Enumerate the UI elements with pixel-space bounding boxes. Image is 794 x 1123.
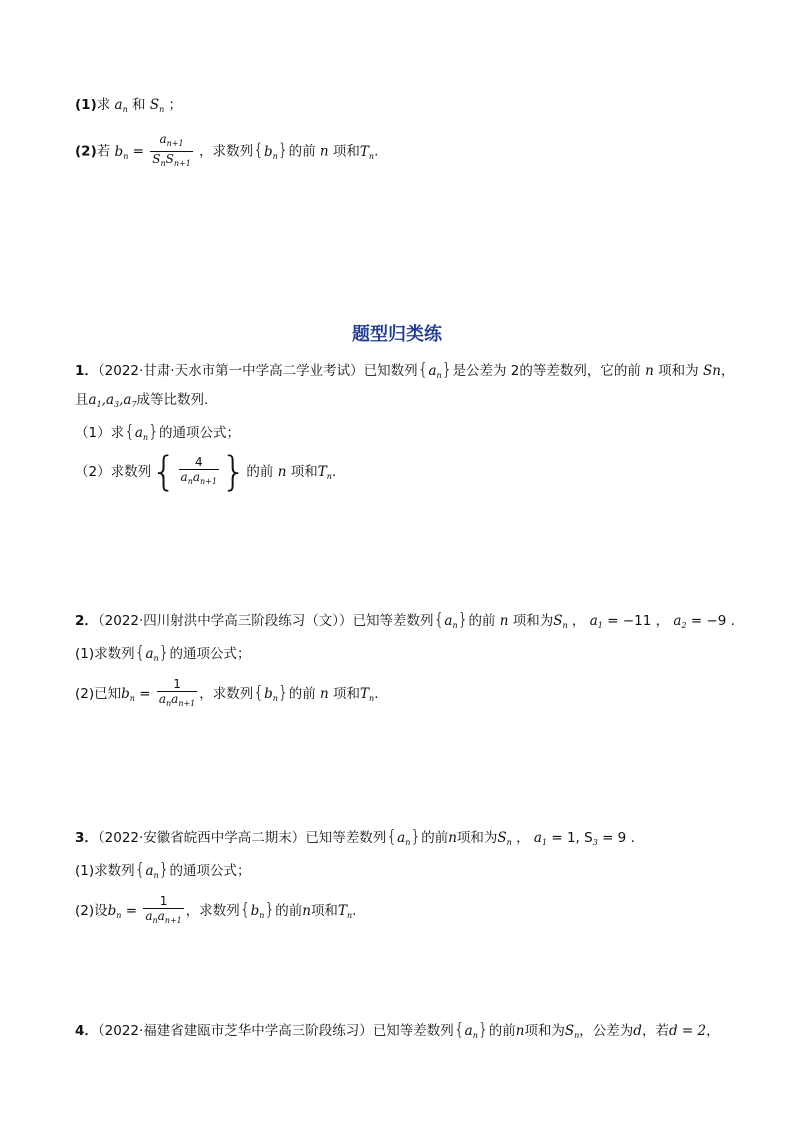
problem-4-stem: 4．（2022·福建省建瓯市芝华中学高三阶段练习）已知等差数列$\{a_n\}$的前n项和为$S_n$，公差为d，若d = 2， [75, 1020, 720, 1040]
problem-4-stem5: ，若 [641, 1023, 669, 1039]
q1-label: (1) [75, 97, 97, 113]
q2-label: (2) [75, 143, 97, 160]
problem-1-q1b: 的通项公式； [158, 425, 240, 441]
q2-post: ，求数列 [199, 143, 254, 160]
problem-4-source: （2022·福建省建瓯市芝华中学高三阶段练习） [97, 1023, 373, 1039]
q2-post3: 项和 [332, 143, 360, 160]
problem-1-stem: 1．（2022·甘肃·天水市第一中学高二学业考试）已知数列$\{a_n\}$是公差为 2的等差数列，它的前 n 项和为 Sn， [75, 360, 735, 380]
problem-4-stem1: 已知等差数列 [372, 1023, 454, 1039]
problem-3-cond-b: = 9 [602, 830, 627, 846]
problem-4-stem3: 项和为 [524, 1023, 565, 1039]
problem-1-q1-text: （1）求 [75, 425, 125, 441]
problem-2-q2c: 的前 [288, 686, 316, 702]
q1-text: 求 [96, 97, 111, 113]
problem-1-q2: （2）求数列{ $\frac{4}{a_na_{n+1}}$ }的前 n 项和$T_n$. [75, 449, 337, 495]
problem-3-stem: 3．（2022·安徽省皖西中学高二期末）已知等差数列$\{a_n\}$的前n项和为$S_n$ ， $a_1 = 1$, $S_3 = 9$ . [75, 827, 635, 847]
problem-1-q1: （1）求$\{a_n\}$的通项公式； [75, 422, 240, 442]
math-bn: $b_n$ [114, 143, 129, 161]
math-sn: $S_n$ [149, 97, 165, 114]
problem-2-stem: 2．（2022·四川射洪中学高三阶段练习（文））已知等差数列$\{a_n\}$的前 n 项和为$S_n$ ， $a_1 = -11$ ， $a_2 = -9$ . [75, 610, 735, 630]
problem-1-q2-text: （2）求数列 [75, 464, 152, 480]
problem-3-stem3: 项和为 [456, 830, 498, 846]
problem-2-source: （2022·四川射洪中学高三阶段练习（文）） [97, 613, 353, 629]
problem-3-q2b: ，求数列 [185, 903, 240, 919]
problem-3-stem2: 的前 [421, 830, 449, 846]
intro-question-1 [75, 95, 182, 120]
problem-2-q1-text: (1)求数列 [75, 646, 135, 662]
problem-2-fraction: $\frac{1}{a_na_{n+1}}$ [157, 677, 197, 711]
problem-4-stem2: 的前 [488, 1023, 516, 1039]
problem-1-stem4: ， [720, 363, 735, 379]
problem-3-q1: (1)求数列$\{a_n\}$的通项公式； [75, 860, 251, 880]
problem-3-frac-num: 1 [159, 894, 168, 908]
problem-3-source: （2022·安徽省皖西中学高二期末） [97, 830, 306, 846]
problem-1-sn: Sn [702, 363, 721, 379]
problem-3-q2-end: . [352, 903, 357, 919]
problem-3-q1-text: (1)求数列 [75, 863, 135, 879]
problem-2-stem2: 的前 [468, 613, 496, 629]
problem-4-stem6: ， [706, 1023, 720, 1039]
problem-2-stem1: 已知等差数列 [352, 613, 434, 629]
problem-1-fraction: $\frac{4}{a_na_{n+1}}$ [179, 455, 219, 489]
problem-2-stem3: 项和为 [512, 613, 554, 629]
problem-4-cond: d = 2 [668, 1023, 707, 1039]
problem-1-number: 1． [75, 363, 98, 379]
problem-1-q2-end: . [331, 464, 337, 480]
problem-4-stem4: ，公差为 [579, 1023, 634, 1039]
problem-2-q2d: 项和 [333, 686, 361, 702]
problem-1-frac-num: 4 [194, 455, 203, 469]
q2-end: . [374, 143, 379, 160]
q2-post2: 的前 [288, 143, 316, 160]
problem-3-q2-text: (2)设 [75, 903, 108, 919]
problem-1-stem3: 项和为 [658, 363, 699, 379]
problem-3-q1b: 的通项公式； [169, 863, 251, 879]
problem-1-stem2: 是公差为 2的等差数列，它的前 [452, 363, 641, 379]
problem-2-q1: (1)求数列$\{a_n\}$的通项公式； [75, 643, 251, 663]
problem-3-number: 3． [75, 830, 98, 846]
problem-1-q2c: 项和 [290, 464, 318, 480]
problem-1-q2b: 的前 [246, 464, 274, 480]
problem-3-stem1: 已知等差数列 [305, 830, 387, 846]
problem-3-q2: (2)设$b_n$ = $\frac{1}{a_na_{n+1}}$ ，求数列$\{b_n\}$的前n项和$T_n$. [75, 893, 356, 933]
intro-question-2: (2)若 $b_n$ = $\frac{a_{n+1}}{S_nS_{n+1}}$ ，求数列$\{b_n\}$的前 n 项和$T_n$. [75, 132, 378, 174]
problem-1-line2a: 且 [75, 392, 89, 408]
problem-2-q2: (2)已知$b_n$ = $\frac{1}{a_na_{n+1}}$ ，求数列$\{b_n\}$的前 n 项和$T_n$. [75, 676, 379, 716]
problem-2-q2-end: . [374, 686, 379, 702]
math-an: $a_n$ [114, 97, 128, 114]
problem-3-q2c: 的前 [275, 903, 303, 919]
q2-text: 若 [96, 143, 111, 160]
problem-2-cond2: = −9 [690, 613, 727, 629]
problem-1-source: （2022·甘肃·天水市第一中学高二学业考试） [97, 363, 364, 379]
problem-1-line2b: 成等比数列. [136, 392, 209, 408]
section-title: 题型归类练 [352, 324, 442, 345]
problem-2-number: 2． [75, 613, 98, 629]
problem-2-frac-num: 1 [173, 677, 181, 691]
problem-2-q1b: 的通项公式； [169, 646, 251, 662]
problem-3-q2d: 项和 [310, 903, 338, 919]
problem-1-line2: 且$a_1,a_3,a_7$成等比数列. [75, 392, 209, 409]
problem-3-fraction: $\frac{1}{a_na_{n+1}}$ [143, 894, 183, 928]
problem-2-cond1: = −11 [607, 613, 652, 629]
problem-3-cond: = 1, S [551, 830, 593, 846]
problem-2-q2-text: (2)已知 [75, 686, 122, 702]
problem-1-stem1: 已知数列 [363, 363, 418, 379]
problem-4-number: 4． [75, 1023, 98, 1039]
q1-end: ； [168, 97, 183, 113]
problem-2-q2b: ，求数列 [199, 686, 254, 702]
q1-and: 和 [132, 97, 146, 113]
fraction-bn: $\frac{a_{n+1}}{S_nS_{n+1}}$ [150, 132, 193, 171]
